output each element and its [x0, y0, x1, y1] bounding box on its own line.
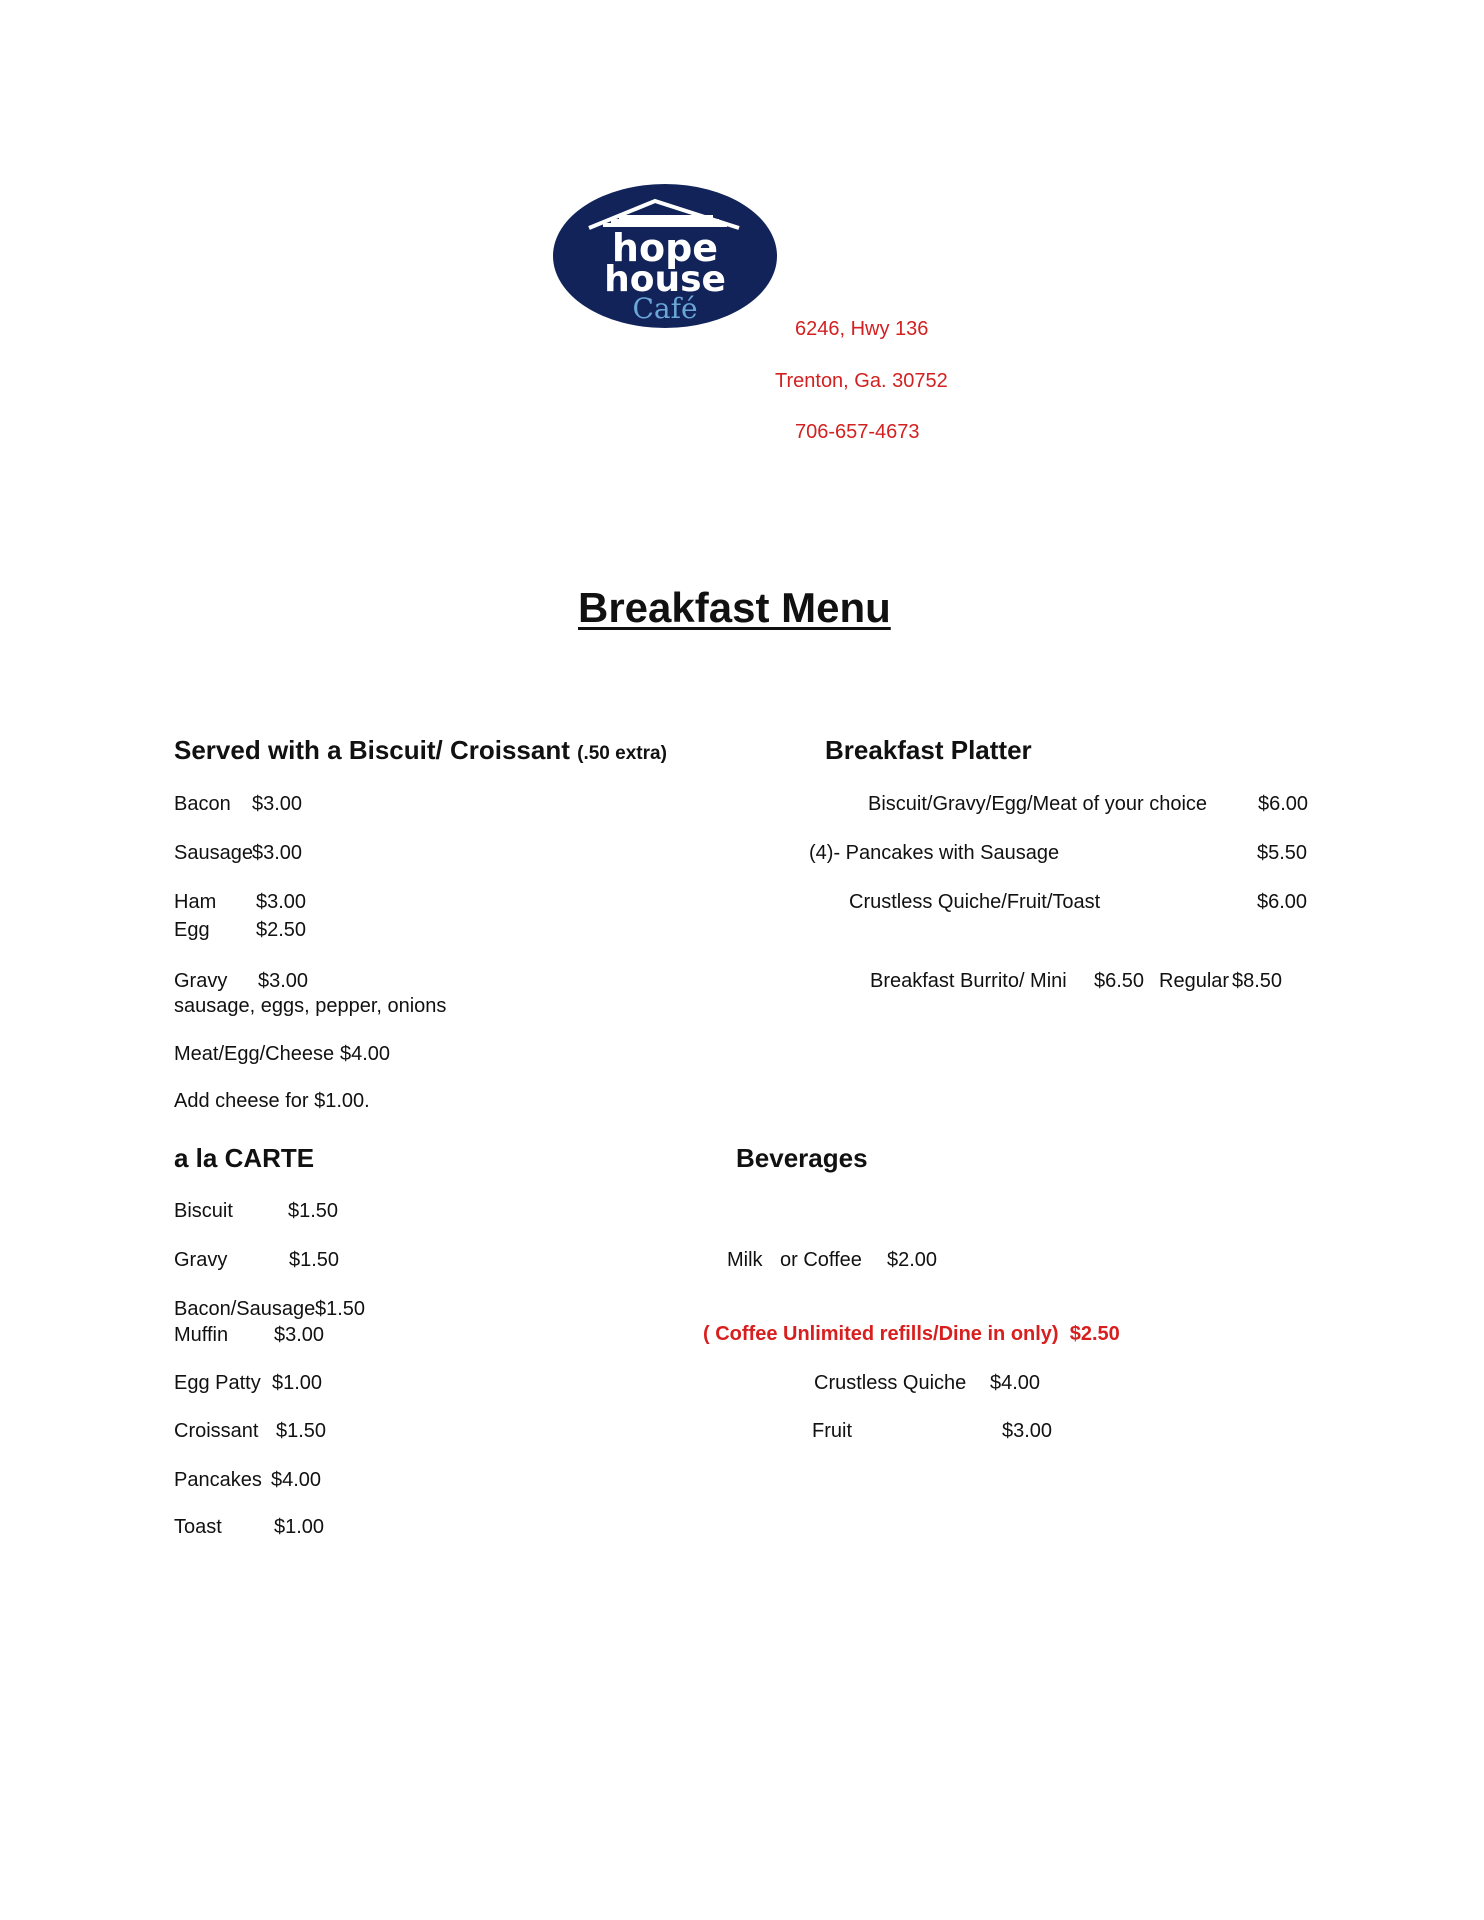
logo-line-3: Café	[632, 292, 698, 325]
item-name: Biscuit	[174, 1200, 233, 1222]
served-heading-note: (.50 extra)	[577, 743, 667, 764]
item-price: $1.00	[272, 1372, 323, 1394]
coffee-refills-note	[703, 1323, 1120, 1346]
item-name: Pancakes	[174, 1469, 262, 1491]
address-street: 6246, Hwy 136	[795, 318, 929, 340]
item-price: $3.00	[256, 891, 307, 913]
item-price: $3.00	[258, 970, 309, 992]
item-note: Add cheese for $1.00.	[174, 1090, 370, 1112]
item-name: Meat/Egg/Cheese	[174, 1043, 335, 1065]
served-heading	[174, 735, 667, 766]
platter-heading: Breakfast Platter	[825, 735, 1032, 765]
item-name: Egg Patty	[174, 1372, 261, 1394]
alacarte-heading: a la CARTE	[174, 1143, 315, 1173]
item-price: $3.00	[274, 1324, 325, 1346]
item-name: Milk	[727, 1249, 763, 1271]
item-name-alt: or Coffee	[780, 1249, 862, 1271]
item-name: Bacon	[174, 793, 231, 815]
address-phone: 706-657-4673	[795, 421, 920, 443]
item-name: ( Coffee Unlimited refills/Dine in only)	[703, 1323, 1059, 1345]
item-price: $2.00	[887, 1249, 938, 1271]
menu-title: Breakfast Menu	[578, 584, 891, 631]
item-name: Muffin	[174, 1324, 229, 1346]
item-extra-price: $8.50	[1232, 970, 1283, 992]
item-name: Egg	[174, 919, 210, 941]
logo-line-2: house	[604, 259, 726, 300]
item-price: $6.00	[1257, 891, 1308, 913]
item-price: $4.00	[340, 1043, 391, 1065]
item-price: $3.00	[1002, 1420, 1053, 1442]
item-price: $1.00	[274, 1516, 325, 1538]
item-name: Gravy	[174, 970, 228, 992]
item-price: $4.00	[271, 1469, 322, 1491]
item-name: Bacon/Sausage	[174, 1298, 316, 1320]
list-item	[174, 793, 231, 816]
item-price: $6.00	[1258, 793, 1309, 815]
item-name: Gravy	[174, 1249, 228, 1271]
item-name: Fruit	[812, 1420, 852, 1442]
item-name: Breakfast Burrito/ Mini	[870, 970, 1067, 992]
beverages-heading: Beverages	[736, 1143, 868, 1173]
item-name: Toast	[174, 1516, 222, 1538]
address-city: Trenton, Ga. 30752	[775, 370, 948, 392]
item-description: sausage, eggs, pepper, onions	[174, 995, 447, 1017]
item-price: $1.50	[276, 1420, 327, 1442]
item-name: Crustless Quiche/Fruit/Toast	[849, 891, 1101, 913]
item-price: $2.50	[1069, 1323, 1120, 1345]
hope-house-cafe-logo	[553, 184, 777, 328]
item-price: $2.50	[256, 919, 307, 941]
item-name: Crustless Quiche	[814, 1372, 967, 1394]
item-price: $6.50	[1094, 970, 1145, 992]
item-price: $4.00	[990, 1372, 1041, 1394]
item-name: Ham	[174, 891, 217, 913]
served-heading-text: Served with a Biscuit/ Croissant	[174, 735, 570, 765]
item-name: Biscuit/Gravy/Egg/Meat of your choice	[868, 793, 1208, 815]
item-price: $3.00	[252, 842, 303, 864]
item-price: $3.00	[252, 793, 303, 815]
item-price: $1.50	[288, 1200, 339, 1222]
item-extra-label: Regular	[1159, 970, 1230, 992]
logo-line-1: hope	[611, 226, 719, 270]
item-price: $1.50	[315, 1298, 366, 1320]
item-name: (4)- Pancakes with Sausage	[809, 842, 1060, 864]
item-price: $1.50	[289, 1249, 340, 1271]
item-price: $5.50	[1257, 842, 1308, 864]
item-name: Sausage	[174, 842, 253, 864]
item-name: Croissant	[174, 1420, 259, 1442]
